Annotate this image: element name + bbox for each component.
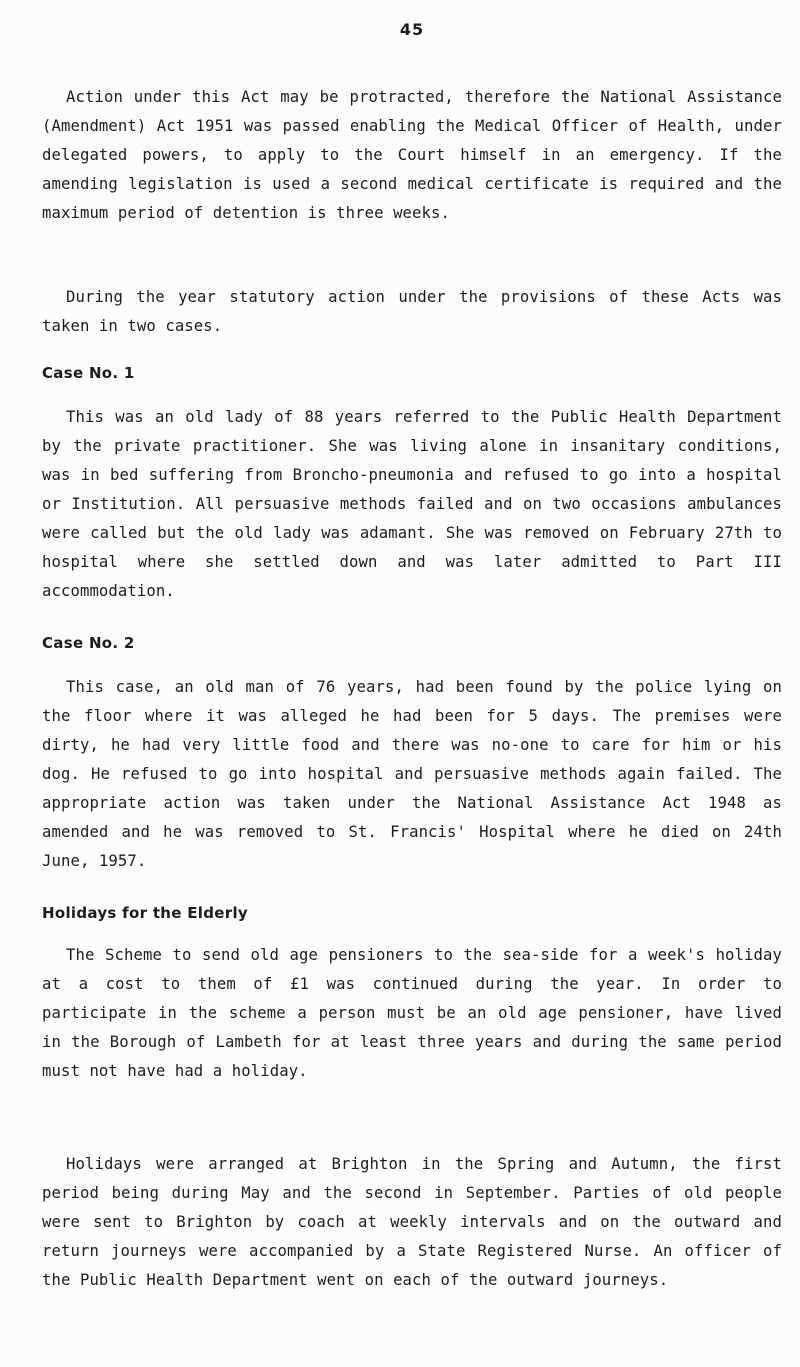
heading-holidays-for-elderly: Holidays for the Elderly <box>42 904 248 922</box>
paragraph-amendment-act: Action under this Act may be protracted, therefore the National Assistance (Amendment) Act 1951 was passed enabling the Medical Officer of Health, under delegated powers, to apply to the Court himself in an emergency. If the amending legislation is used a second medical certificate is required and the maximum period of detention is three weeks. <box>42 88 782 222</box>
paragraph-holiday-scheme: The Scheme to send old age pensioners to the sea-side for a week's holiday at a cost to them of £1 was continued during the year. In order to participate in the scheme a person must be an old age pensioner, have lived in the Borough of Lambeth for at least three years and during the same period must not have had a holiday. <box>42 946 782 1080</box>
paragraph-case-2: This case, an old man of 76 years, had been found by the police lying on the floor where it was alleged he had been for 5 days. The premises were dirty, he had very little food and there was no-one to care for him or his dog. He refused to go into hospital and persuasive methods again failed. The appropriate action was taken under the National Assistance Act 1948 as amended and he was removed to St. Francis' Hospital where he died on 24th June, 1957. <box>42 678 782 870</box>
page-number: 45 <box>399 20 425 39</box>
heading-case-1: Case No. 1 <box>42 364 135 382</box>
paragraph-statutory-action: During the year statutory action under the provisions of these Acts was taken in two cases. <box>42 288 782 335</box>
paragraph-brighton-holidays: Holidays were arranged at Brighton in the Spring and Autumn, the first period being during May and the second in September. Parties of old people were sent to Brighton by coach at weekly intervals and on the outward and return journeys were accompanied by a State Registered Nurse. An officer of the Public Health Department went on each of the outward journeys. <box>42 1155 782 1289</box>
heading-case-2: Case No. 2 <box>42 634 135 652</box>
paragraph-case-1: This was an old lady of 88 years referred to the Public Health Department by the private practitioner. She was living alone in insanitary conditions, was in bed suffering from Broncho-pneumonia and refused to go into a hospital or Institution. All persuasive methods failed and on two occasions ambulances were called but the old lady was adamant. She was removed on February 27th to hospital where she settled down and was later admitted to Part III accommodation. <box>42 408 782 600</box>
